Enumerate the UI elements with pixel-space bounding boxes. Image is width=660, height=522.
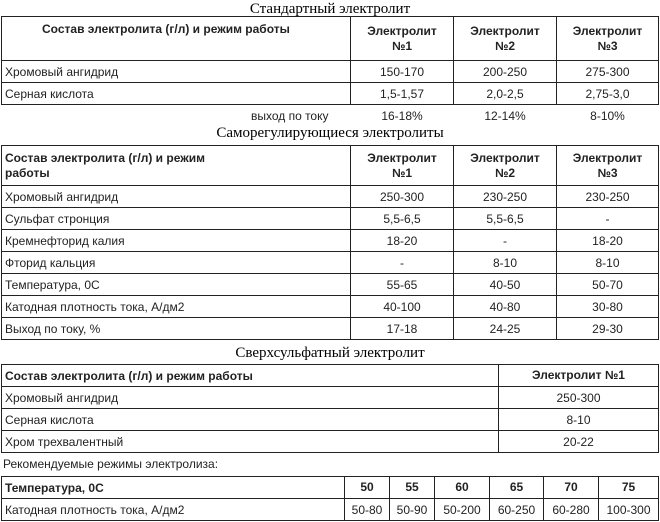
row-label: Хромовый ангидрид	[2, 186, 351, 208]
row-label: Кремнефторид калия	[2, 230, 351, 252]
table-row	[2, 387, 659, 409]
row-label: Катодная плотность тока, А/дм2	[2, 296, 351, 318]
table-electrolysis-modes	[1, 476, 659, 521]
cell-value: 2,0-2,5	[454, 83, 557, 105]
cell-value: 1,5-1,57	[351, 83, 454, 105]
current-density-value: 50-80	[345, 499, 390, 521]
cell-value: 30-80	[557, 296, 659, 318]
cell-value: 5,5-6,5	[454, 208, 557, 230]
current-density-label: Катодная плотность тока, А/дм2	[2, 499, 345, 521]
yield-value: 12-14%	[484, 108, 526, 123]
table-row	[2, 274, 659, 296]
table-supersulfate-electrolyte	[1, 364, 659, 453]
row-label: Температура, 0С	[2, 274, 351, 296]
cell-value: 230-250	[454, 186, 557, 208]
table-row	[2, 186, 659, 208]
cell-value: 275-300	[557, 61, 659, 83]
cell-value: 18-20	[351, 230, 454, 252]
header-electrolyte-1: Электролит №1	[499, 365, 659, 387]
cell-value: 40-100	[351, 296, 454, 318]
row-label: Хромовый ангидрид	[2, 61, 351, 83]
header-electrolyte-2: Электролит №2	[470, 150, 540, 180]
header-electrolyte-1: Электролит №1	[367, 23, 437, 53]
current-density-value: 60-280	[544, 499, 599, 521]
temperature-value: 55	[390, 477, 435, 499]
cell-value: -	[351, 252, 454, 274]
cell-value: 24-25	[454, 318, 557, 340]
current-density-value: 100-300	[599, 499, 659, 521]
temperature-row	[2, 477, 659, 499]
row-label: Сульфат стронция	[2, 208, 351, 230]
row-label: Серная кислота	[2, 409, 499, 431]
row-label: Выход по току, %	[2, 318, 351, 340]
cell-value: 250-300	[499, 387, 659, 409]
temperature-value: 60	[435, 477, 490, 499]
table-row	[2, 252, 659, 274]
current-density-value: 50-90	[390, 499, 435, 521]
cell-value: 2,75-3,0	[557, 83, 659, 105]
table-row	[2, 431, 659, 453]
header-composition: Состав электролита (г/л) и режим работы	[42, 22, 290, 36]
table-header-row	[2, 17, 659, 61]
table-standard-electrolyte	[1, 16, 659, 127]
row-label: Хромовый ангидрид	[2, 387, 499, 409]
current-density-value: 50-200	[435, 499, 490, 521]
table-row	[2, 61, 659, 83]
table-row	[2, 409, 659, 431]
header-electrolyte-2: Электролит №2	[470, 23, 540, 53]
row-label: Фторид кальция	[2, 252, 351, 274]
recommended-modes-note: Рекомендуемые режимы электролиза:	[3, 457, 219, 471]
temperature-label: Температура, 0С	[2, 477, 345, 499]
header-electrolyte-1: Электролит №1	[367, 150, 437, 180]
temperature-value: 75	[599, 477, 659, 499]
cell-value: 8-10	[454, 252, 557, 274]
cell-value: 17-18	[351, 318, 454, 340]
title-supersulfate-electrolyte: Сверхсульфатный электролит	[235, 345, 425, 361]
cell-value: 250-300	[351, 186, 454, 208]
cell-value: 230-250	[557, 186, 659, 208]
cell-value: 5,5-6,5	[351, 208, 454, 230]
header-composition: Состав электролита (г/л) и режим работы	[2, 365, 499, 387]
cell-value: 8-10	[557, 252, 659, 274]
cell-value: 40-80	[454, 296, 557, 318]
header-electrolyte-3: Электролит №3	[572, 23, 643, 53]
table-row	[2, 230, 659, 252]
row-label: Серная кислота	[2, 83, 351, 105]
cell-value: 200-250	[454, 61, 557, 83]
table-header-row	[2, 365, 659, 387]
current-density-row	[2, 499, 659, 521]
table-header-row	[2, 146, 659, 186]
yield-label: выход по току	[250, 108, 329, 123]
cell-value: 50-70	[557, 274, 659, 296]
table-self-regulating-electrolytes	[1, 145, 659, 340]
temperature-value: 65	[490, 477, 544, 499]
cell-value: 150-170	[351, 61, 454, 83]
table-row	[2, 208, 659, 230]
title-standard-electrolyte: Стандартный электролит	[249, 1, 411, 17]
current-density-value: 60-250	[490, 499, 544, 521]
header-electrolyte-3: Электролит №3	[572, 150, 643, 180]
table-row	[2, 318, 659, 340]
header-composition: Состав электролита (г/л) и режим работы	[5, 150, 205, 180]
table-row	[2, 83, 659, 105]
cell-value: 8-10	[499, 409, 659, 431]
cell-value: 55-65	[351, 274, 454, 296]
cell-value: -	[454, 230, 557, 252]
yield-value: 8-10%	[590, 108, 625, 123]
cell-value: 20-22	[499, 431, 659, 453]
cell-value: 29-30	[557, 318, 659, 340]
cell-value: 40-50	[454, 274, 557, 296]
title-self-regulating-electrolytes: Саморегулирующиеся электролиты	[216, 125, 444, 141]
temperature-value: 50	[345, 477, 390, 499]
cell-value: -	[557, 208, 659, 230]
yield-value: 16-18%	[381, 108, 423, 123]
row-label: Хром трехвалентный	[2, 431, 499, 453]
table-row	[2, 296, 659, 318]
yield-row	[2, 105, 659, 127]
temperature-value: 70	[544, 477, 599, 499]
cell-value: 18-20	[557, 230, 659, 252]
